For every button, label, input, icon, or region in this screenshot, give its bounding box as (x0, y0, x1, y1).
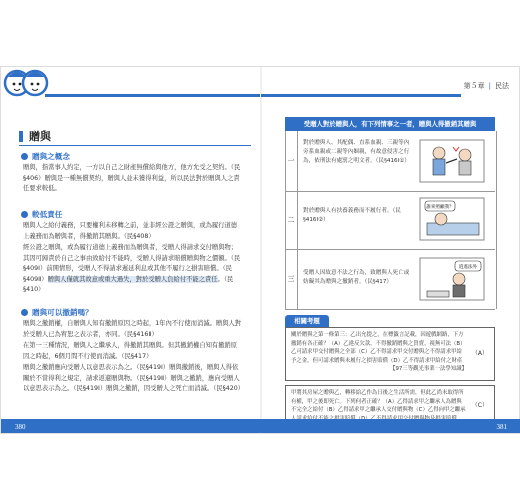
table-row (285, 191, 495, 250)
bullet-icon (21, 153, 28, 160)
header-rule (261, 94, 461, 97)
elder-in-bed-illustration-icon (419, 197, 485, 241)
bullet-icon (21, 211, 28, 218)
chapter-mascot-icon (3, 65, 49, 105)
bullet-icon (21, 309, 28, 316)
heading-concept: 贈與之概念 (21, 151, 70, 162)
heading-liability: 較低責任 (21, 209, 62, 220)
row-text: 受贈人因故意不法之行為，致贈與人死亡或妨礙其為贈與之撤銷者。（民§417） (303, 270, 410, 285)
para-concept: 贈與，指當事人約定，一方以自己之財產無償給與他方，他方允受之契約。（民§406）贈與是一種無償契約，贈與人並未獲得利益，所以民法對於贈與人之責任要求較低。 (23, 164, 241, 192)
footer-bar (1, 419, 520, 433)
para-liability-1: 贈與人之給付義務，只要權利未移轉之前，並非經公證之贈與，或為履行道德上義務而為贈與者，得撤銷其贈與。（民§408） (23, 222, 238, 240)
para-revoke-3: 贈與之撤銷應向受贈人以意思表示為之。（民§419Ⅰ）贈與撤銷後，贈與人得依關於不當得利之規定，請求返還贈與物。（民§419Ⅱ）贈與之撤銷，應向受贈人以意思表示為之。（民§419Ⅰ）贈與之撤銷，因受贈人之死亡而消滅。（民§420） (23, 364, 245, 392)
heading-revoke: 贈與可以撤銷嗎？ (21, 307, 93, 318)
exam-question-text: 關於贈與之第一條第三：乙出允提之，在標籤言記載，因遊戲網路，下方撤銷有各正確？（A）乙違反欠款，不得撤銷贈與之買賣，視無可法（B）乙可請求甲交付贈與之全部（C）乙不得請求甲交付贈與之不得請求甲給予之金，但可請求贈與未履行之損害賠償（D）乙不得請求甲給付之財產 【97三等觀光事業一法學知識】 (291, 332, 467, 373)
exam-answer: （A） (471, 350, 488, 357)
right-page (261, 67, 520, 435)
row-number: 三 (285, 249, 298, 309)
table-title: 受贈人對於贈與人，有下列情事之一者，贈與人得撤銷其贈與 (285, 117, 495, 131)
table-row (285, 249, 495, 310)
page-number-left: 380 (15, 423, 26, 431)
speech-bubble-text: 誰來照顧我？ (426, 205, 454, 210)
row-number: 二 (285, 191, 298, 249)
exam-answer: （C） (471, 402, 488, 409)
page-number-right: 381 (496, 423, 507, 431)
row-number: 一 (285, 131, 298, 191)
speech-bubble-text: 逍遙法外 (458, 265, 478, 270)
section-rule (19, 145, 251, 146)
chapter-header: 第５章 | 民法 (463, 82, 509, 90)
table-row (285, 131, 495, 192)
exam-question-text: 甲將其房屋之贈與乙，轉移給乙作為日後之生活所需，但此乙尚未取得所有權，甲之後即死亡。下列何者正確？（A）乙得請求甲之繼承人為贈與不完全之給付（B）乙得請求甲之繼承人交付贈與物（C）乙得向甲之繼承 (291, 390, 466, 414)
left-page (1, 67, 261, 435)
row-text: 對於贈與人有扶養義務而不履行者。（民§416Ⅰ②） (303, 208, 401, 223)
fleeing-illustration-icon (419, 257, 485, 301)
injury-illustration-icon (419, 139, 485, 183)
para-revoke-1: 贈與之撤銷權，自贈與人知有撤銷原因之時起，1年內不行使而消滅。贈與人對於受贈人已為宥恕之表示者，亦同。（民§416Ⅱ） (23, 320, 242, 338)
header-rule (45, 94, 261, 97)
row-text: 對於贈與人、其配偶、直系血親、三親等內旁系血親或二親等內姻親，有故意侵害之行為，依刑法有處罰之明文者。（民§416Ⅰ①） (303, 140, 410, 164)
para-revoke-2: 在第一三種情況，贈與人之繼承人，得撤銷其贈與。但其撤銷權自知有撤銷原因之時起，6個月間不行使而消滅。（民§417） (23, 342, 238, 360)
para-liability-2: 經公證之贈與，或為履行道德上義務而為贈與者，受贈人得請求交付贈與物；其因可歸責於自己之事由致給付不能時，受贈人得請求賠償贈與物之價額。（民§409Ⅰ）前開情形，受贈人不得請求遲延利息或其他不履行之損害賠償。（民§409Ⅱ）贈與人僅就其故意或重大過失，對於受贈人負給付不能之責任。（民§410） (23, 244, 241, 293)
book-spread (0, 66, 520, 434)
section-title: 贈與 (19, 131, 51, 142)
exam-tab: 相關考題 (285, 315, 329, 327)
exam-question-1 (285, 327, 495, 381)
